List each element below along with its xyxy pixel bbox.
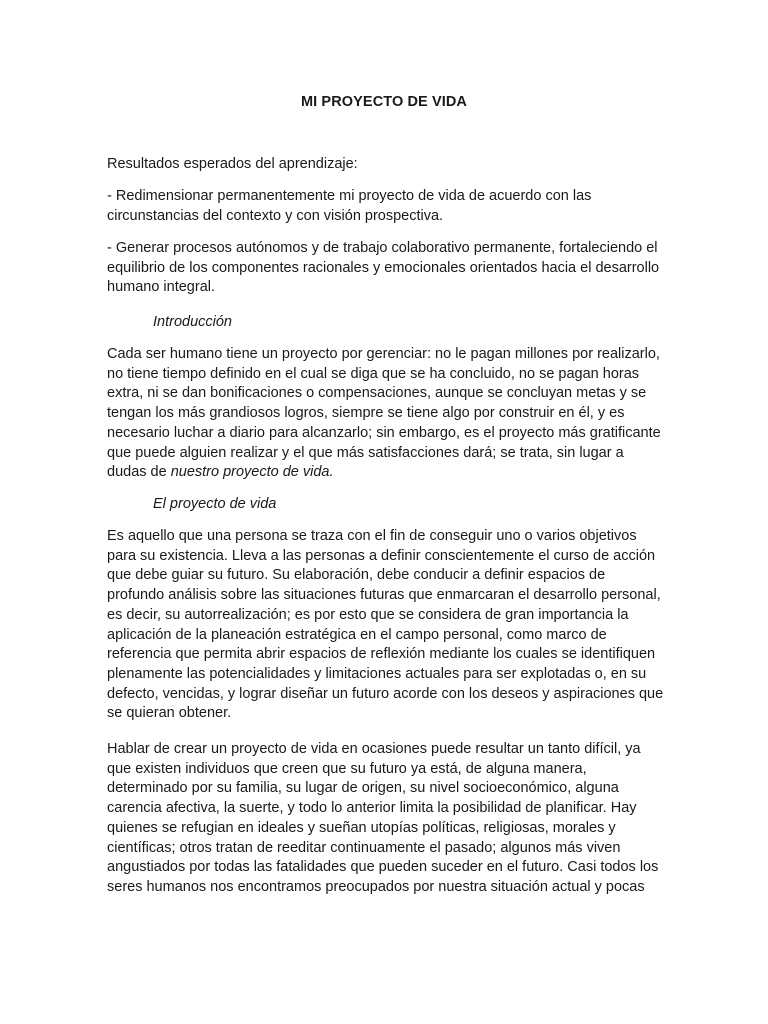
intro-last-line: dudas de nuestro proyecto de vida. [107,464,334,481]
intro-emphasis: nuestro proyecto de vida. [170,464,334,481]
life-project-heading: El proyecto de vida [153,496,277,512]
learning-results-heading: Resultados esperados del aprendizaje: [107,156,358,172]
learning-result-item-1: - Redimensionar permanentemente mi proyecto de vida de acuerdo con las circunstancias del contexto y con visión prospectiva. [107,188,592,224]
learning-result-item-2: - Generar procesos autónomos y de trabajo colaborativo permanente, fortaleciendo el equilibrio de los componentes racionales y emocionales orientados hacia el desarrollo humano integral. [107,240,660,296]
intro-paragraph: Cada ser humano tiene un proyecto por gerenciar: no le pagan millones por realizarlo, no tiene tiempo definido en el cual se diga que se ha concluido, no se pagan horas extra, ni se dan bonificaciones o compensaciones, aunque se concluyan metas y se tengan los más grandiosos logros, siempre se tiene algo por construir en él, y es necesario luchar a diario para alcanzarlo; sin embargo, es el proyecto más gratificante que puede alguien realizar y el que más satisfacciones dará; se trata, sin lugar a dudas de nuestro proyecto de vida. [107,345,667,483]
intro-heading: Introducción [153,314,232,330]
life-project-paragraph-2: Hablar de crear un proyecto de vida en ocasiones puede resultar un tanto difícil, ya que existen individuos que creen que su futuro ya está, de alguna manera, determinado por su familia, su lugar de origen, su nivel socioeconómico, alguna carencia afectiva, la suerte, y todo lo anterior limita la posibilidad de planificar. Hay quienes se refugian en ideales y sueñan utopías políticas, religiosas, morales y científicas; otros tratan de reeditar continuamente el pasado; algunos más viven angustiados por todas las fatalidades que pueden suceder en el futuro. Casi todos los seres humanos nos encontramos preocupados por nuestra situación actual y pocas [107,741,659,895]
life-project-paragraph-1: Es aquello que una persona se traza con el fin de conseguir uno o varios objetivos para su existencia. Lleva a las personas a definir conscientemente el curso de acción que debe guiar su futuro. Su elaboración, debe conducir a definir espacios de profundo análisis sobre las situaciones futuras que enmarcaran el desarrollo personal, es decir, su autorrealización; es por esto que se considera de gran importancia la aplicación de la planeación estratégica en el campo personal, como marco de referencia que permita abrir espacios de reflexión mediante los cuales se identifiquen plenamente las potencialidades y limitaciones actuales para ser explotadas o, en su defecto, vencidas, y lograr diseñar un futuro acorde con los deseos y aspiraciones que se quieran obtener. [107,528,664,722]
document-title: MI PROYECTO DE VIDA [301,94,467,110]
